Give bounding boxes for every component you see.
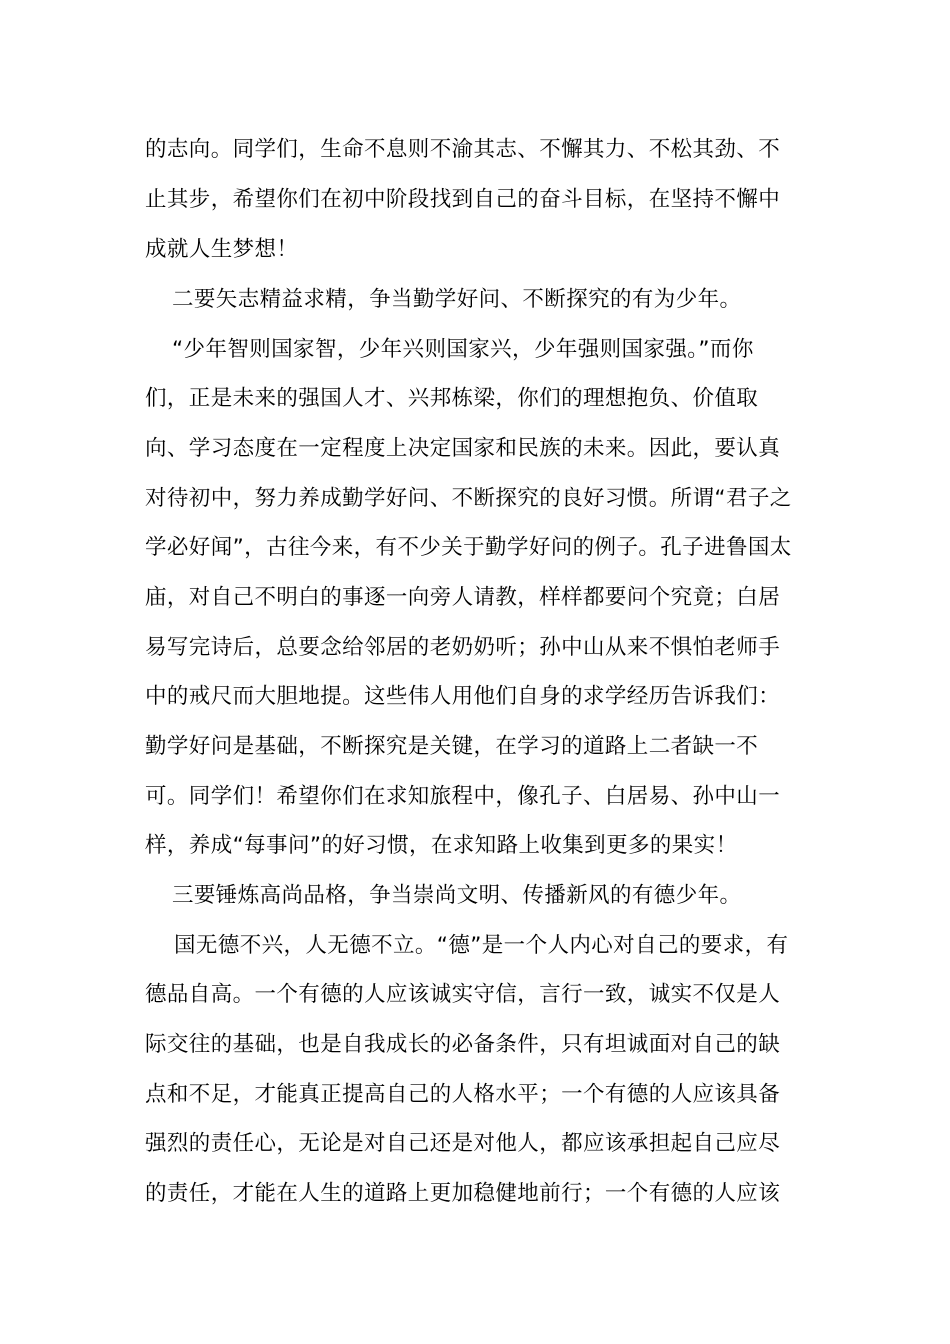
text-line: 庙，对自己不明白的事逐一向旁人请教，样样都要问个究竟；白居 [145,585,781,610]
text-line: 际交往的基础，也是自我成长的必备条件，只有坦诚面对自己的缺 [145,1032,781,1057]
text-line: 国无德不兴，人无德不立。“德”是一个人内心对自己的要求，有 [174,933,789,958]
section-heading-3: 三要锤炼高尚品格，争当崇尚文明、传播新风的有德少年。 [172,883,742,908]
section-heading-2: 二要矢志精益求精，争当勤学好问、不断探究的有为少年。 [172,287,742,312]
text-line: 对待初中，努力养成勤学好问、不断探究的良好习惯。所谓“君子之 [145,486,792,511]
text-line: 德品自高。一个有德的人应该诚实守信，言行一致，诚实不仅是人 [145,982,781,1007]
text-line: “少年智则国家智，少年兴则国家兴，少年强则国家强。”而你 [172,337,754,362]
text-line: 们，正是未来的强国人才、兴邦栋梁，你们的理想抱负、价值取 [145,386,759,411]
text-line: 强烈的责任心，无论是对自己还是对他人，都应该承担起自己应尽 [145,1131,781,1156]
text-line: 向、学习态度在一定程度上决定国家和民族的未来。因此，要认真 [145,436,781,461]
text-line: 勤学好问是基础，不断探究是关键，在学习的道路上二者缺一不 [145,734,759,759]
text-line: 样，养成“每事问”的好习惯，在求知路上收集到更多的果实！ [145,833,738,858]
text-line: 点和不足，才能真正提高自己的人格水平；一个有德的人应该具备 [145,1082,781,1107]
text-line: 的责任，才能在人生的道路上更加稳健地前行；一个有德的人应该 [145,1181,781,1206]
text-line: 止其步，希望你们在初中阶段找到自己的奋斗目标，在坚持不懈中 [145,187,781,212]
text-line: 学必好闻”，古往今来，有不少关于勤学好问的例子。孔子进鲁国太 [145,535,792,560]
text-line: 中的戒尺而大胆地提。这些伟人用他们自身的求学经历告诉我们： [145,684,781,709]
text-line: 可。同学们！希望你们在求知旅程中，像孔子、白居易、孙中山一 [145,784,781,809]
text-line: 的志向。同学们，生命不息则不渝其志、不懈其力、不松其劲、不 [145,137,781,162]
text-line: 易写完诗后，总要念给邻居的老奶奶听；孙中山从来不惧怕老师手 [145,635,781,660]
text-line: 成就人生梦想！ [145,237,299,262]
